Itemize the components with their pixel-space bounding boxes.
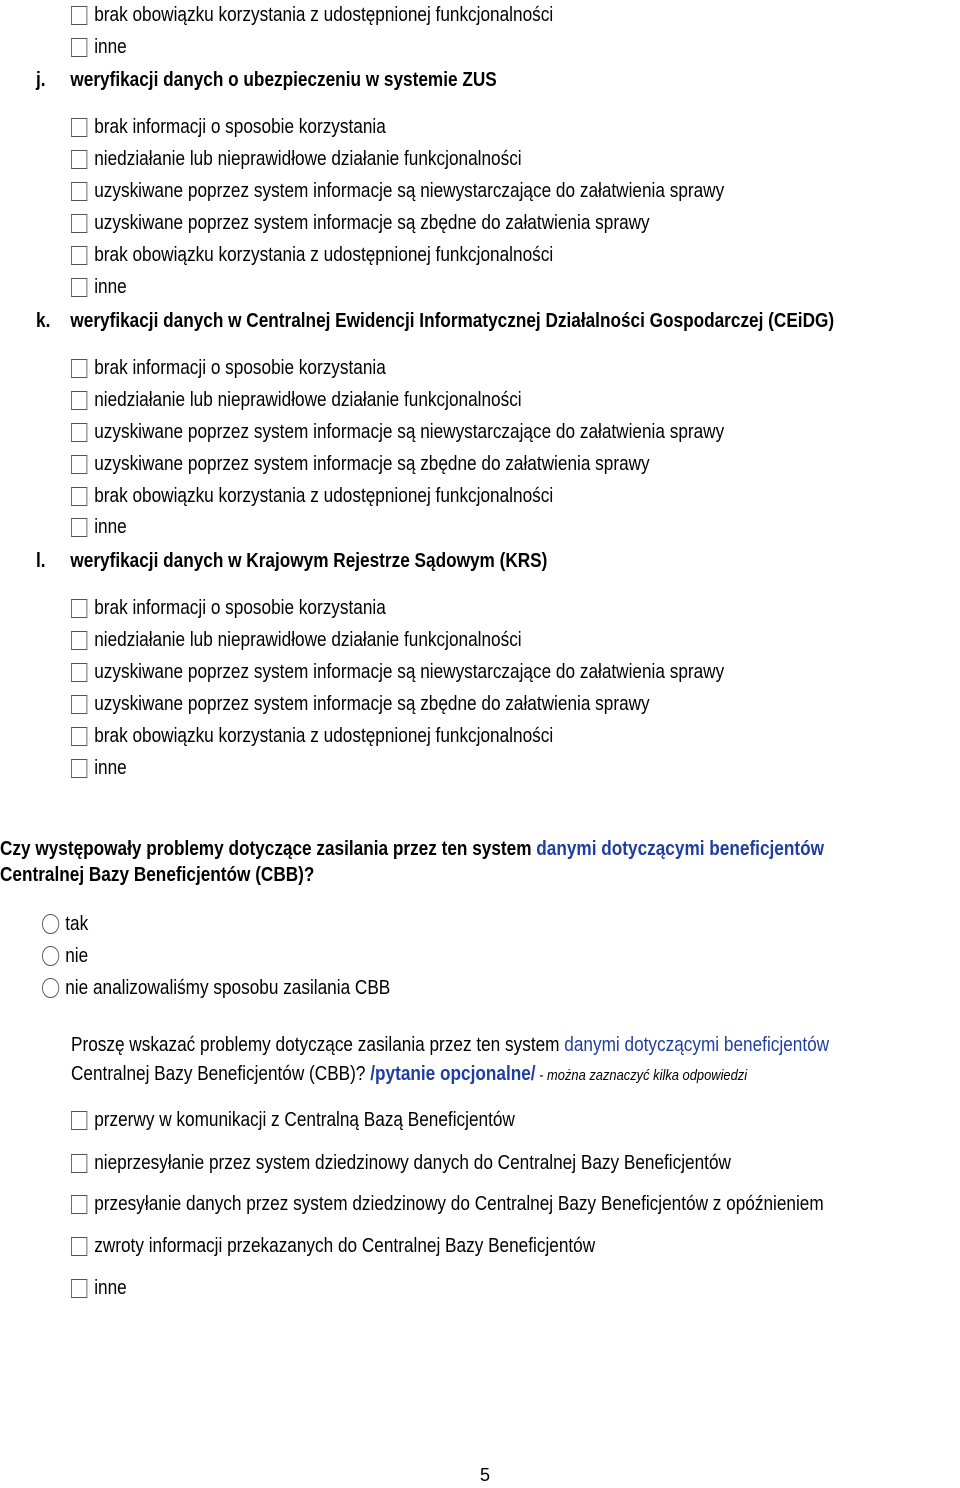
checkbox[interactable] [71,1195,87,1214]
option-label: uzyskiwane poprzez system informacje są niewystarczające do załatwienia sprawy [94,661,725,683]
option-row[interactable] [71,723,553,749]
option-label: inne [94,757,127,779]
section-title: weryfikacji danych o ubezpieczeniu w systemie ZUS [70,69,497,91]
option-label: inne [94,276,127,298]
option-label: uzyskiwane poprzez system informacje są zbędne do załatwienia sprawy [94,693,650,715]
option-row[interactable] [71,483,553,509]
checkbox[interactable] [71,359,87,378]
option-label: brak obowiązku korzystania z udostępnionej funkcjonalności [94,485,554,507]
radio-row-nie[interactable] [42,943,88,969]
option-label: przesyłanie danych przez system dziedzinowy do Centralnej Bazy Beneficjentów z opóźnieniem [94,1193,824,1215]
radio-label: nie [65,945,89,967]
option-row[interactable] [71,451,650,477]
followup-question-line2 [71,1061,747,1089]
section-title: weryfikacji danych w Centralnej Ewidencji Informatycznej Działalności Gospodarczej (CEiDG) [70,310,835,332]
section-title: weryfikacji danych w Krajowym Rejestrze Sądowym (KRS) [70,550,548,572]
checkbox[interactable] [71,38,87,57]
option-label: niedziałanie lub nieprawidłowe działanie funkcjonalności [94,148,522,170]
question-text: Czy występowały problemy dotyczące zasilania przez ten system [0,838,537,860]
question-cbb-line2 [0,862,314,888]
question-cbb [0,836,824,862]
option-row[interactable] [71,755,127,781]
checkbox[interactable] [71,1279,87,1298]
option-row[interactable] [71,114,386,140]
option-label: inne [94,1277,127,1299]
checkbox[interactable] [71,455,87,474]
checkbox[interactable] [71,1237,87,1256]
option-row[interactable] [71,1191,824,1217]
section-letter: j. [36,69,46,91]
checkbox[interactable] [71,727,87,746]
option-row[interactable] [71,146,522,172]
option-label: zwroty informacji przekazanych do Centralnej Bazy Beneficjentów [94,1235,596,1257]
radio-label: tak [65,913,89,935]
option-label: inne [94,516,127,538]
radio-button[interactable] [42,914,59,934]
option-label: brak informacji o sposobie korzystania [94,357,386,379]
radio-button[interactable] [42,946,59,966]
option-label: niedziałanie lub nieprawidłowe działanie funkcjonalności [94,629,522,651]
option-row[interactable] [71,1107,515,1133]
section-letter: l. [36,550,46,572]
checkbox[interactable] [71,1111,87,1130]
checkbox[interactable] [71,631,87,650]
option-label: uzyskiwane poprzez system informacje są zbędne do załatwienia sprawy [94,212,650,234]
option-row[interactable] [71,1150,731,1176]
radio-label: nie analizowaliśmy sposobu zasilania CBB [65,977,391,999]
checkbox[interactable] [71,759,87,778]
question-highlight: danymi dotyczącymi beneficjentów [536,838,824,860]
section-heading-k [36,308,834,334]
followup-text: Centralnej Bazy Beneficjentów (CBB)? [71,1063,371,1085]
checkbox[interactable] [71,663,87,682]
option-row[interactable] [71,178,724,204]
multi-select-note: - można zaznaczyć kilka odpowiedzi [535,1067,748,1084]
checkbox[interactable] [71,214,87,233]
radio-row-nie-analizowalismy[interactable] [42,975,390,1001]
option-label: inne [94,36,127,58]
checkbox[interactable] [71,487,87,506]
option-row[interactable] [71,210,650,236]
option-row[interactable] [71,34,127,60]
option-label: uzyskiwane poprzez system informacje są niewystarczające do załatwienia sprawy [94,421,725,443]
option-row[interactable] [71,2,553,28]
option-label: przerwy w komunikacji z Centralną Bazą Beneficjentów [94,1109,515,1131]
checkbox[interactable] [71,1154,87,1173]
option-row[interactable] [71,419,724,445]
checkbox[interactable] [71,391,87,410]
checkbox[interactable] [71,599,87,618]
checkbox[interactable] [71,695,87,714]
question-text: Centralnej Bazy Beneficjentów (CBB)? [0,864,315,886]
radio-button[interactable] [42,978,59,998]
option-row[interactable] [71,387,522,413]
followup-question [71,1032,829,1058]
option-label: brak obowiązku korzystania z udostępnionej funkcjonalności [94,725,554,747]
option-label: brak obowiązku korzystania z udostępnionej funkcjonalności [94,4,554,26]
radio-row-tak[interactable] [42,911,88,937]
option-row[interactable] [71,242,553,268]
section-heading-j [36,67,497,93]
option-label: nieprzesyłanie przez system dziedzinowy danych do Centralnej Bazy Beneficjentów [94,1152,731,1174]
checkbox[interactable] [71,246,87,265]
option-row[interactable] [71,595,386,621]
option-label: brak informacji o sposobie korzystania [94,116,386,138]
option-row[interactable] [71,514,127,540]
option-label: uzyskiwane poprzez system informacje są zbędne do załatwienia sprawy [94,453,650,475]
option-label: uzyskiwane poprzez system informacje są niewystarczające do załatwienia sprawy [94,180,725,202]
checkbox[interactable] [71,518,87,537]
option-row[interactable] [71,659,724,685]
option-row[interactable] [71,691,650,717]
section-heading-l [36,548,547,574]
optional-tag: /pytanie opcjonalne/ [370,1063,536,1085]
option-label: brak obowiązku korzystania z udostępnionej funkcjonalności [94,244,554,266]
section-letter: k. [36,310,51,332]
checkbox[interactable] [71,278,87,297]
option-label: brak informacji o sposobie korzystania [94,597,386,619]
checkbox[interactable] [71,182,87,201]
checkbox[interactable] [71,6,87,25]
option-row[interactable] [71,1233,595,1259]
followup-highlight: danymi dotyczącymi beneficjentów [564,1034,830,1056]
checkbox[interactable] [71,118,87,137]
page-number: 5 [480,1465,491,1485]
checkbox[interactable] [71,423,87,442]
followup-text: Proszę wskazać problemy dotyczące zasilania przez ten system [71,1034,565,1056]
checkbox[interactable] [71,150,87,169]
option-row[interactable] [71,627,522,653]
option-row[interactable] [71,274,127,300]
option-row[interactable] [71,355,386,381]
option-row[interactable] [71,1275,127,1301]
option-label: niedziałanie lub nieprawidłowe działanie funkcjonalności [94,389,522,411]
